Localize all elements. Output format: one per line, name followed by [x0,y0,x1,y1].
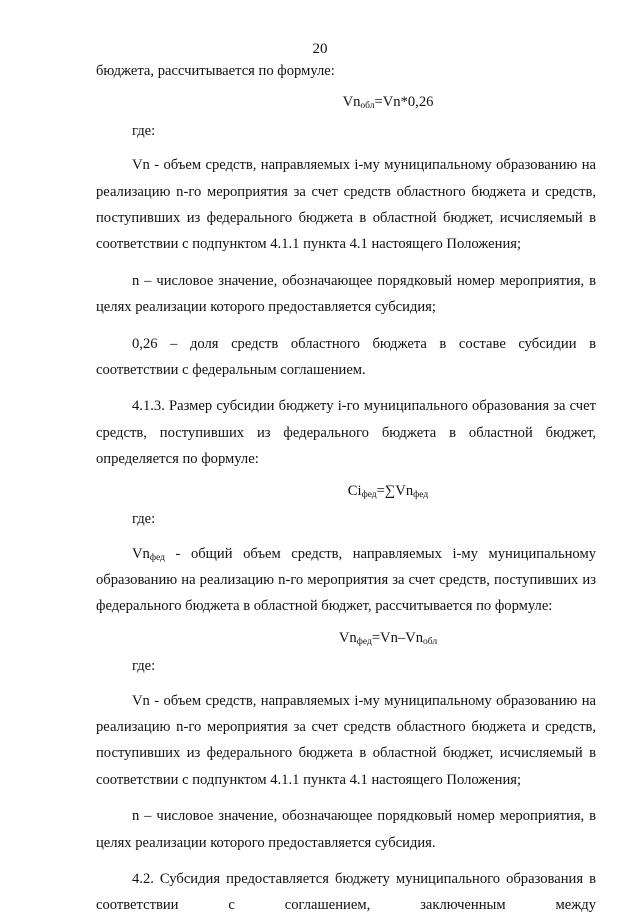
where-label: где: [132,658,156,675]
formula-left-subscript: фед [356,636,372,647]
formula-subscript: обл [360,101,375,112]
term-main: Vn [132,545,150,562]
paragraph-4-1-3: 4.1.3. Размер субсидии бюджету i-го муниципального образования за счет средств, поступивших из федерального бюджета в областной бюджет, определяется по формуле: [96,398,596,468]
page-body [96,58,596,919]
formula-left: Vn [338,629,357,646]
intro-line: бюджета, рассчитывается по формуле: [96,63,335,79]
formula-vn-obl [96,89,596,115]
where-label: где: [132,122,156,139]
formula-left-subscript: фед [361,489,377,500]
term-subscript: фед [149,552,165,563]
paragraph-n-definition-2: n – числовое значение, обозначающее порядковый номер мероприятия, в целях реализации которого предоставляется субсидия. [96,808,596,851]
page-number: 20 [312,41,328,57]
paragraph-vn-definition-2: Vn - объем средств, направляемых i-му муниципальному образованию на реализацию n-го мероприятия за счет средств областного бюджета и средств, поступивших из федерального бюджета в областной бюджет, исчисляемый в соответствии с подпунктом 4.1.1 пункта 4.1 настоящего Положения; [96,692,596,788]
paragraph-share-definition: 0,26 – доля средств областного бюджета в составе субсидии в соответствии с федеральным соглашением. [96,335,596,379]
formula-ci-fed [96,478,596,504]
paragraph-vn-fed-definition [96,541,596,620]
paragraph-vn-definition: Vn - объем средств, направляемых i-му муниципальному образованию на реализацию n-го мероприятия за счет средств областного бюджета и средств, поступивших из федерального бюджета в областной бюджет, исчисляемый в соответствии с подпунктом 4.1.1 пункта 4.1 настоящего Положения; [96,157,596,253]
paragraph-4-2: 4.2. Субсидия предоставляется бюджету муниципального образования в соответствии с соглашением, заключенным между [96,870,596,914]
term-text: - общий объем средств, направляемых i-му муниципальному образованию на реализацию n-го мероприятия за счет средств, поступивших из федерального бюджета в областной бюджет, рассчитывается по формуле: [96,545,596,615]
formula-mid: =∑Vn [376,482,414,499]
formula-mid: =Vn–Vn [371,629,424,646]
formula-rest: =Vn*0,26 [374,94,434,111]
formula-vn-fed [96,625,596,651]
formula-right-subscript: обл [423,636,438,647]
paragraph-n-definition: n – числовое значение, обозначающее порядковый номер мероприятия, в целях реализации которого предоставляется субсидия; [96,272,596,316]
formula-left: Ci [347,482,362,499]
where-label: где: [132,511,156,528]
formula-right-subscript: фед [413,489,429,500]
formula-main: Vn [342,94,361,111]
